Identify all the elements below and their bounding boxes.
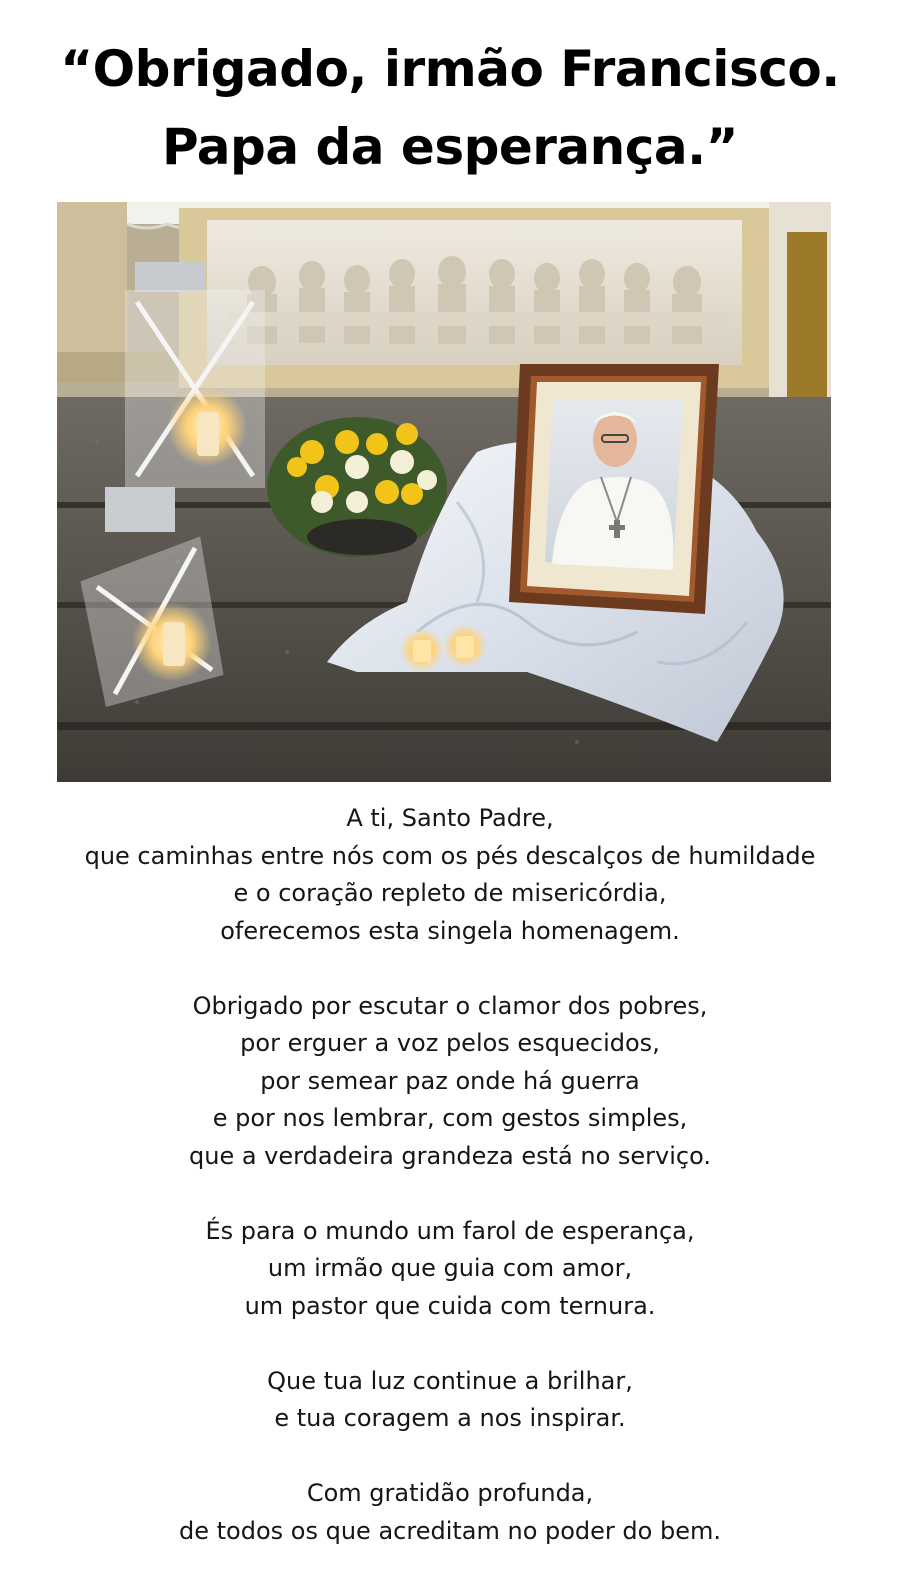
title-line-1: “Obrigado, irmão Francisco.	[60, 40, 840, 98]
poem-line: És para o mundo um farol de esperança,	[205, 1216, 695, 1245]
poem-line: A ti, Santo Padre,	[346, 804, 554, 832]
poem-stanza-4	[0, 1363, 900, 1438]
flower-bouquet	[267, 417, 447, 557]
poem-signature	[0, 1475, 900, 1550]
poem-line: um irmão que guia com amor,	[267, 1254, 633, 1282]
portrait-frame	[509, 364, 719, 614]
poem-line: e tua coragem a nos inspirar.	[274, 1404, 626, 1432]
poem-line: Com gratidão profunda,	[306, 1479, 594, 1507]
memorial-photo	[57, 202, 831, 782]
poem-stanza-2	[0, 988, 900, 1176]
last-supper-relief	[207, 220, 742, 365]
lantern-upper	[129, 262, 261, 484]
poem-line: e o coração repleto de misericórdia,	[233, 879, 667, 907]
poem-line: que a verdadeira grandeza está no serviço.	[189, 1141, 711, 1170]
poem-stanza-1	[0, 800, 900, 950]
poem-line: de todos os que acreditam no poder do bem.	[179, 1516, 721, 1545]
poem-line: e por nos lembrar, com gestos simples,	[212, 1104, 688, 1132]
title-line-2: Papa da esperança.”	[161, 118, 739, 176]
poem-line: por semear paz onde há guerra	[260, 1066, 640, 1095]
poem-line: por erguer a voz pelos esquecidos,	[240, 1029, 660, 1057]
poem-stanza-3	[0, 1213, 900, 1326]
poem-line: oferecemos esta singela homenagem.	[220, 916, 680, 945]
poem-line: um pastor que cuida com ternura.	[244, 1291, 656, 1320]
poem-line: Obrigado por escutar o clamor dos pobres,	[192, 991, 708, 1020]
page-title	[0, 30, 900, 186]
tribute-poem	[0, 800, 900, 1550]
poem-line: Que tua luz continue a brilhar,	[267, 1366, 633, 1395]
poem-line: que caminhas entre nós com os pés descalços de humildade	[84, 841, 816, 870]
